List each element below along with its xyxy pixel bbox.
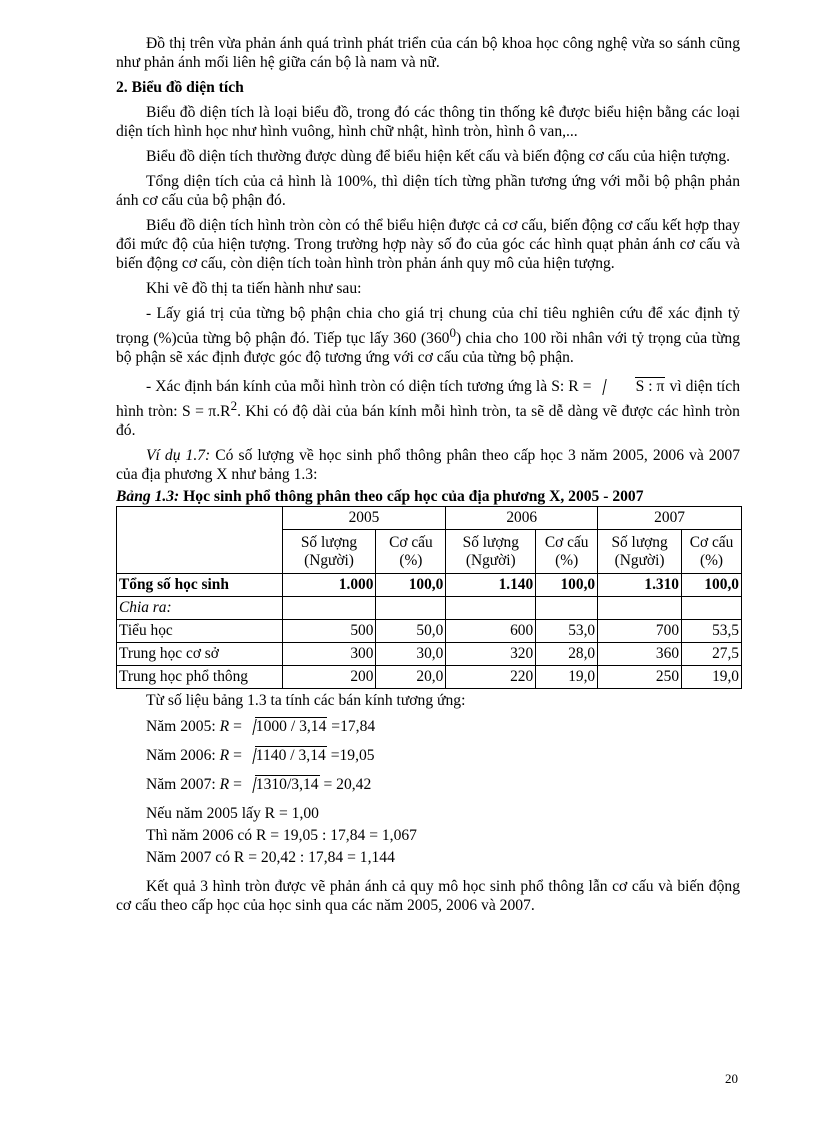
table-caption [116, 487, 740, 506]
pct-cell: 30,0 [376, 643, 446, 666]
document-page [116, 34, 740, 921]
qty-cell: 1.140 [446, 574, 536, 597]
section-heading: 2. Biểu đồ diện tích [116, 79, 244, 96]
p7-text-a: - Lấy giá trị của từng bộ phận chia cho giá trị chung của chỉ tiêu nghiên cứu để xác định tỷ trọng (%)của từng bộ phận đó. Tiếp tục lấy 360 (360 [116, 305, 740, 348]
pct-cell: 53,5 [682, 620, 742, 643]
row-label: Trung học cơ sở [117, 643, 283, 666]
pct-cell [682, 597, 742, 620]
table-corner [117, 507, 283, 574]
table-row [117, 643, 742, 666]
p7-superscript: 0 [449, 325, 456, 340]
calc-result: 20,42 [332, 776, 372, 794]
pct-cell: 100,0 [376, 574, 446, 597]
pct-header: Cơ cấu (%) [376, 530, 446, 574]
calc-radicand: 1310/3,14 [255, 776, 319, 794]
pct-cell: 19,0 [682, 666, 742, 689]
paragraph-5: Biểu đồ diện tích hình tròn còn có thể biểu hiện được cả cơ cấu, biến động cơ cấu kết hợp thay đổi mức độ của hiện tượng. Trong trường hợp này số đo của góc các hình quạt phản ánh cơ cấu và biến động cơ cấu, còn diện tích toàn hình tròn phản ánh quy mô của hiện tượng. [116, 217, 740, 272]
qty-cell: 500 [282, 620, 376, 643]
table-body [117, 574, 742, 689]
calc-year-label: Năm 2007: [146, 776, 220, 794]
pct-cell: 27,5 [682, 643, 742, 666]
row-label: Tiểu học [117, 620, 283, 643]
sqrt-formula: S : π [596, 377, 666, 396]
qty-cell: 200 [282, 666, 376, 689]
qty-cell [598, 597, 682, 620]
table-row [117, 666, 742, 689]
table-row [117, 620, 742, 643]
paragraph-6: Khi vẽ đồ thị ta tiến hành như sau: [146, 280, 362, 297]
calc-radicand: 1000 / 3,14 [255, 718, 327, 736]
calc-lhs: R [219, 718, 230, 736]
row-label: Tổng số học sinh [117, 574, 283, 597]
qty-cell: 600 [446, 620, 536, 643]
year-header: 2005 [282, 507, 446, 530]
pct-cell: 19,0 [536, 666, 598, 689]
calc-line-2: Thì năm 2006 có R = 19,05 : 17,84 = 1,067 [146, 827, 417, 845]
qty-cell: 700 [598, 620, 682, 643]
radius-calc: Năm 2005: R = 1000 / 3,14 =17,84 [146, 718, 376, 736]
calc-line-3: Năm 2007 có R = 20,42 : 17,84 = 1,144 [146, 849, 395, 867]
pct-cell [536, 597, 598, 620]
example-text: Có số lượng về học sinh phổ thông phân theo cấp học 3 năm 2005, 2006 và 2007 của địa phương X như bảng 1.3: [116, 447, 740, 484]
qty-cell: 250 [598, 666, 682, 689]
calc-year-label: Năm 2005: [146, 718, 220, 736]
page-number: 20 [725, 1071, 738, 1086]
sqrt-symbol [246, 717, 328, 736]
paragraph-1: Đồ thị trên vừa phản ánh quá trình phát triển của cán bộ khoa học công nghệ vừa so sánh cũng như phản ánh mối liên hệ giữa cán bộ là nam và nữ. [116, 35, 740, 71]
calc-radicand: 1140 / 3,14 [255, 747, 326, 765]
radius-calc: Năm 2006: R = 1140 / 3,14 =19,05 [146, 747, 375, 765]
pct-cell: 50,0 [376, 620, 446, 643]
calc-intro: Từ số liệu bảng 1.3 ta tính các bán kính tương ứng: [146, 692, 466, 710]
p8-text-b: vì diện tích hình tròn: S = π.R [116, 378, 740, 421]
calc-line-1: Nếu năm 2005 lấy R = 1,00 [146, 805, 319, 823]
paragraph-3: Biểu đồ diện tích thường được dùng để biểu hiện kết cấu và biến động cơ cấu của hiện tượng. [146, 148, 731, 165]
p7-text-b: ) chia cho 100 rồi nhân với tỷ trọng của từng bộ phận sẽ xác định được góc độ tương ứng với cơ cấu của từng bộ phận. [116, 330, 740, 367]
pct-cell: 20,0 [376, 666, 446, 689]
calc-result: 19,05 [339, 747, 375, 765]
pct-cell: 100,0 [536, 574, 598, 597]
final-paragraph: Kết quả 3 hình tròn được vẽ phản ánh cả quy mô học sinh phổ thông lẫn cơ cấu và biến động cơ cấu theo cấp học của học sinh qua các năm 2005, 2006 và 2007. [116, 878, 740, 915]
pct-header: Cơ cấu (%) [682, 530, 742, 574]
qty-cell: 1.310 [598, 574, 682, 597]
qty-cell [446, 597, 536, 620]
calc-lhs: R [219, 747, 230, 765]
p8-text-a: - Xác định bán kính của mỗi hình tròn có diện tích tương ứng là S: R = [146, 378, 596, 396]
calc-lhs: R [219, 776, 230, 794]
qty-header: Số lượng (Người) [446, 530, 536, 574]
p8-text-c: . Khi có độ dài của bán kính mỗi hình tròn, ta sẽ dễ dàng vẽ được các hình tròn đó. [116, 403, 740, 440]
pct-cell: 53,0 [536, 620, 598, 643]
qty-cell: 1.000 [282, 574, 376, 597]
calc-result: 17,84 [340, 718, 376, 736]
data-table [116, 506, 742, 689]
sqrt-symbol [246, 746, 327, 765]
table-caption-label: Bảng 1.3: [116, 488, 180, 506]
qty-cell: 320 [446, 643, 536, 666]
calc-list [116, 717, 740, 794]
pct-cell [376, 597, 446, 620]
sqrt-symbol [246, 775, 320, 794]
calc-year-label: Năm 2006: [146, 747, 220, 765]
table-row [117, 574, 742, 597]
pct-cell: 100,0 [682, 574, 742, 597]
paragraph-8 [116, 377, 740, 440]
row-label: Trung học phổ thông [117, 666, 283, 689]
qty-cell: 360 [598, 643, 682, 666]
pct-header: Cơ cấu (%) [536, 530, 598, 574]
year-header: 2006 [446, 507, 598, 530]
qty-header: Số lượng (Người) [282, 530, 376, 574]
example-label: Ví dụ 1.7: [146, 447, 211, 465]
p8-superscript: 2 [230, 398, 238, 414]
qty-cell [282, 597, 376, 620]
table-row [117, 597, 742, 620]
paragraph-9 [116, 446, 740, 484]
paragraph-4: Tổng diện tích của cả hình là 100%, thì diện tích từng phần tương ứng với mỗi bộ phận phản ánh cơ cấu của bộ phận đó. [116, 173, 740, 209]
qty-cell: 300 [282, 643, 376, 666]
row-label: Chia ra: [117, 597, 283, 620]
pct-cell: 28,0 [536, 643, 598, 666]
paragraph-2: Biểu đồ diện tích là loại biểu đồ, trong đó các thông tin thống kê được biểu hiện bằng các loại diện tích hình học như hình vuông, hình chữ nhật, hình tròn, hình ô van,... [116, 104, 740, 140]
paragraph-7 [116, 304, 740, 367]
qty-cell: 220 [446, 666, 536, 689]
table-caption-text: Học sinh phổ thông phân theo cấp học của địa phương X, 2005 - 2007 [179, 488, 644, 506]
qty-header: Số lượng (Người) [598, 530, 682, 574]
year-header: 2007 [598, 507, 742, 530]
radius-calc: Năm 2007: R = 1310/3,14 = 20,42 [146, 776, 372, 794]
